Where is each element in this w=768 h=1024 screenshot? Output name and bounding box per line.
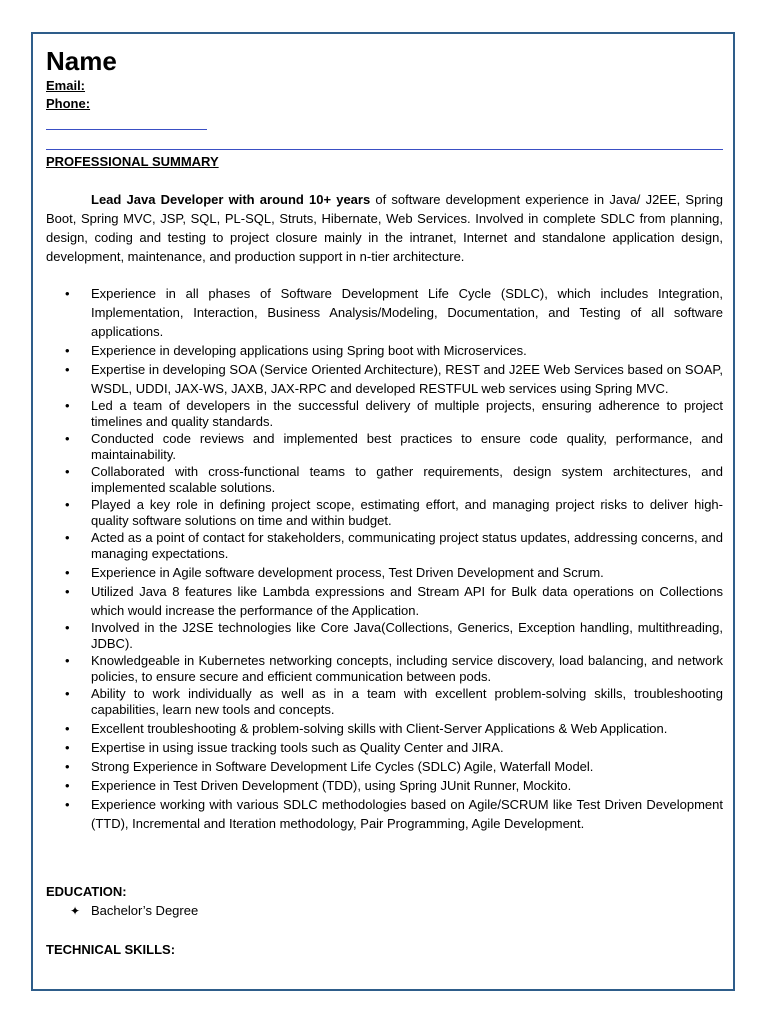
summary-bullet-item	[46, 398, 723, 430]
bullet-icon: •	[65, 653, 70, 668]
bullet-text: Knowledgeable in Kubernetes networking concepts, including service discovery, load balancing, and network policies, to ensure secure and efficient communication between pods.	[91, 653, 723, 684]
summary-bullet-item	[46, 757, 723, 776]
email-label: Email:	[46, 78, 86, 93]
summary-text: of software development experience in Java/ J2EE, Spring Boot, Spring MVC, JSP, SQL, PL-SQL, Struts, Hibernate, Web Services. Involved in complete SDLC from planning, design, coding and testing to project closure mainly in the intranet, Internet and standalone application design, development, maintenance, and production support in n-tier architecture.	[46, 192, 723, 264]
summary-paragraph	[46, 190, 723, 266]
summary-bullet-item	[46, 530, 723, 562]
bullet-text: Expertise in developing SOA (Service Oriented Architecture), REST and J2EE Web Services based on SOAP, WSDL, UDDI, JAX-WS, JAXB, JAX-RPC and developed RESTFUL web services using Spring MVC.	[91, 362, 723, 396]
technical-skills-heading: TECHNICAL SKILLS:	[46, 942, 176, 957]
bullet-text: Strong Experience in Software Development Life Cycles (SDLC) Agile, Waterfall Model.	[91, 759, 594, 774]
contact-underline	[46, 129, 207, 130]
bullet-text: Experience working with various SDLC methodologies based on Agile/SCRUM like Test Driven Development (TTD), Incremental and Iteration methodology, Pair Programming, Agile Development.	[91, 797, 723, 831]
bullet-text: Expertise in using issue tracking tools such as Quality Center and JIRA.	[91, 740, 504, 755]
summary-bullet-item	[46, 653, 723, 685]
bullet-text: Collaborated with cross-functional teams to gather requirements, design system architectures, and implemented scalable solutions.	[91, 464, 723, 495]
summary-bullet-item	[46, 563, 723, 582]
candidate-name: Name	[46, 46, 117, 76]
education-item	[46, 903, 198, 919]
summary-bullet-item	[46, 686, 723, 718]
summary-bullet-item	[46, 360, 723, 398]
summary-bullet-item	[46, 738, 723, 757]
bullet-icon: •	[65, 740, 70, 755]
experience-bullet-list	[46, 284, 723, 833]
bullet-icon: •	[65, 759, 70, 774]
bullet-text: Involved in the J2SE technologies like Core Java(Collections, Generics, Exception handling, multithreading, JDBC).	[91, 620, 723, 651]
bullet-icon: •	[65, 497, 70, 512]
summary-bullet-item	[46, 341, 723, 360]
bullet-icon: •	[65, 362, 70, 377]
summary-bullet-item	[46, 719, 723, 738]
summary-bullet-item	[46, 284, 723, 341]
summary-bullet-item	[46, 620, 723, 652]
bullet-icon: •	[65, 398, 70, 413]
bullet-text: Experience in developing applications using Spring boot with Microservices.	[91, 343, 527, 358]
bullet-icon: •	[65, 286, 70, 301]
bullet-text: Experience in all phases of Software Development Life Cycle (SDLC), which includes Integration, Implementation, Interaction, Business Analysis/Modeling, Documentation, and Testing of all software applications.	[91, 286, 723, 339]
summary-bullet-item	[46, 497, 723, 529]
summary-lead: Lead Java Developer with around 10+ years	[91, 192, 371, 207]
summary-bullet-item	[46, 795, 723, 833]
summary-bullet-item	[46, 776, 723, 795]
phone-label: Phone:	[46, 96, 91, 111]
bullet-icon: •	[65, 530, 70, 545]
bullet-icon: •	[65, 620, 70, 635]
education-heading: EDUCATION:	[46, 884, 127, 899]
summary-bullet-item	[46, 464, 723, 496]
bullet-text: Experience in Agile software development process, Test Driven Development and Scrum.	[91, 565, 604, 580]
bullet-text: Led a team of developers in the successful delivery of multiple projects, ensuring adherence to project timelines and quality standards.	[91, 398, 723, 429]
bullet-text: Excellent troubleshooting & problem-solving skills with Client-Server Applications & Web Application.	[91, 721, 668, 736]
education-item-text: Bachelor’s Degree	[91, 903, 199, 918]
header-divider	[46, 149, 723, 150]
bullet-text: Conducted code reviews and implemented best practices to ensure code quality, performance, and maintainability.	[91, 431, 723, 462]
bullet-text: Utilized Java 8 features like Lambda expressions and Stream API for Bulk data operations on Collections which would increase the performance of the Application.	[91, 584, 723, 618]
bullet-icon: •	[65, 721, 70, 736]
bullet-icon: •	[65, 431, 70, 446]
bullet-text: Experience in Test Driven Development (TDD), using Spring JUnit Runner, Mockito.	[91, 778, 572, 793]
bullet-text: Acted as a point of contact for stakeholders, communicating project status updates, addressing concerns, and managing expectations.	[91, 530, 723, 561]
bullet-icon: •	[65, 584, 70, 599]
summary-bullet-item	[46, 582, 723, 620]
bullet-icon: •	[65, 464, 70, 479]
bullet-text: Ability to work individually as well as in a team with excellent problem-solving skills, troubleshooting capabilities, learn new tools and concepts.	[91, 686, 723, 717]
bullet-text: Played a key role in defining project scope, estimating effort, and managing project risks to deliver high-quality software solutions on time and within budget.	[91, 497, 723, 528]
bullet-icon: •	[65, 343, 70, 358]
summary-heading: PROFESSIONAL SUMMARY	[46, 154, 219, 169]
education-list	[46, 903, 198, 919]
bullet-icon: •	[65, 778, 70, 793]
four-point-star-icon: ✦	[70, 904, 81, 918]
bullet-icon: •	[65, 797, 70, 812]
resume-page	[31, 32, 735, 991]
summary-bullet-item	[46, 431, 723, 463]
bullet-icon: •	[65, 686, 70, 701]
bullet-icon: •	[65, 565, 70, 580]
